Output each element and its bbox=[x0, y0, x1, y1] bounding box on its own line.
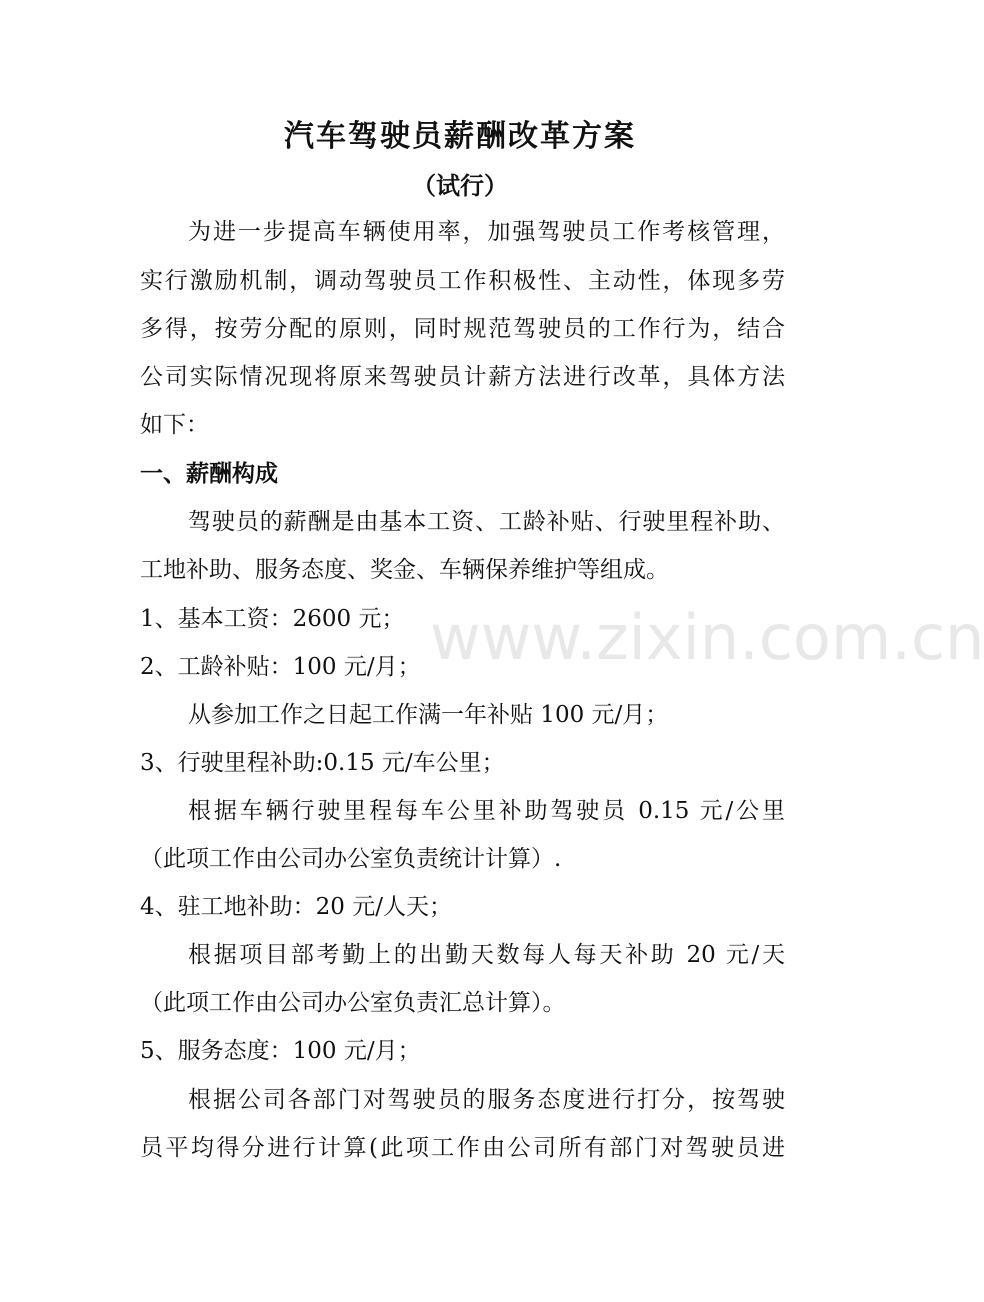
list-item-description: 根据车辆行驶里程每车公里补助驾驶员 0.15 元/公里 bbox=[188, 798, 785, 824]
list-item: 4、驻工地补助：20 元/人天； bbox=[140, 894, 452, 920]
section-heading: 一、薪酬构成 bbox=[140, 460, 278, 487]
list-item-description: （此项工作由公司办公室负责汇总计算）。 bbox=[140, 990, 566, 1016]
list-item-description: 从参加工作之日起工作满一年补贴 100 元/月； bbox=[188, 702, 669, 728]
list-item: 2、工龄补贴：100 元/月； bbox=[140, 654, 421, 680]
list-item: 1、基本工资：2600 元； bbox=[140, 606, 405, 632]
intro-line: 多得，按劳分配的原则，同时规范驾驶员的工作行为，结合 bbox=[140, 316, 785, 342]
section-description: 工地补助、服务态度、奖金、车辆保养维护等组成。 bbox=[140, 557, 669, 583]
intro-line: 公司实际情况现将原来驾驶员计薪方法进行改革，具体方法 bbox=[140, 364, 785, 390]
list-item-description: 根据项目部考勤上的出勤天数每人每天补助 20 元/天 bbox=[188, 942, 785, 968]
list-item-description: （此项工作由公司办公室负责统计计算）. bbox=[140, 846, 562, 872]
list-item-description: 根据公司各部门对驾驶员的服务态度进行打分，按驾驶 bbox=[188, 1087, 785, 1113]
section-description: 驾驶员的薪酬是由基本工资、工龄补贴、行驶里程补助、 bbox=[188, 509, 785, 535]
intro-line: 如下： bbox=[140, 412, 209, 438]
list-item-description: 员平均得分进行计算(此项工作由公司所有部门对驾驶员进 bbox=[140, 1135, 785, 1161]
list-item: 5、服务态度：100 元/月； bbox=[140, 1038, 421, 1064]
document-title: 汽车驾驶员薪酬改革方案 bbox=[284, 119, 636, 154]
intro-line: 实行激励机制，调动驾驶员工作积极性、主动性，体现多劳 bbox=[140, 268, 785, 294]
list-item: 3、行驶里程补助:0.15 元/车公里； bbox=[140, 750, 505, 776]
document-subtitle: （试行） bbox=[412, 171, 508, 200]
intro-line: 为进一步提高车辆使用率，加强驾驶员工作考核管理， bbox=[188, 219, 785, 245]
watermark: www.zixin.com.cn bbox=[430, 601, 984, 674]
